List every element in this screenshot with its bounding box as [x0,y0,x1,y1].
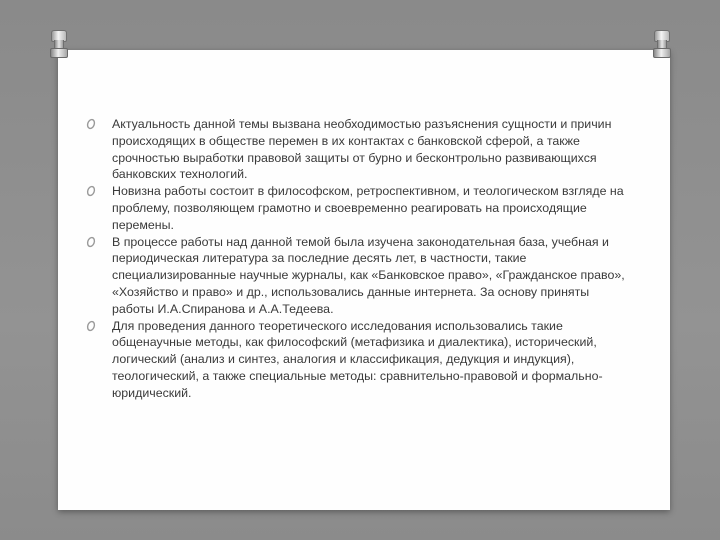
bullet-item [112,116,632,183]
bullet-item [112,318,632,402]
bullet-text: Новизна работы состоит в философском, ретроспективном, и теологическом взгляде на проблему, позволяющем грамотно и своевременно реагировать на происходящие перемены. [112,184,624,232]
bullet-item [112,183,632,233]
o-bullet-icon [86,118,96,130]
bullet-text: Актуальность данной темы вызвана необходимостью разъяснения сущности и причин происходящих в обществе перемен в их контактах с банковской сферой, а также срочностью выработки правовой защиты от бурно и бесконтрольно развивающихся банковских технологий. [112,117,612,182]
bullet-text: В процессе работы над данной темой была изучена законодательная база, учебная и периодическая литература за последние десять лет, в частности, такие специализированные научные журналы, как «Банковское право», «Гражданское право», «Хозяйство и право» и др., использовались данные интернета. За основу приняты работы И.А.Спиранова и А.А.Тедеева. [112,234,625,316]
o-bullet-icon [86,185,96,197]
bullet-item [112,234,632,318]
bullet-list [112,116,632,402]
bullet-text: Для проведения данного теоретического исследования использовались такие общенаучные методы, как философский (метафизика и диалектика), исторический, логический (анализ и синтез, аналогия и классификация, дедукция и индукция), теологический, а также специальные методы: сравнительно-правовой и формально-юридический. [112,318,603,400]
o-bullet-icon [86,236,96,248]
thumbtack-icon [50,30,66,58]
thumbtack-icon [653,30,669,58]
o-bullet-icon [86,320,96,332]
